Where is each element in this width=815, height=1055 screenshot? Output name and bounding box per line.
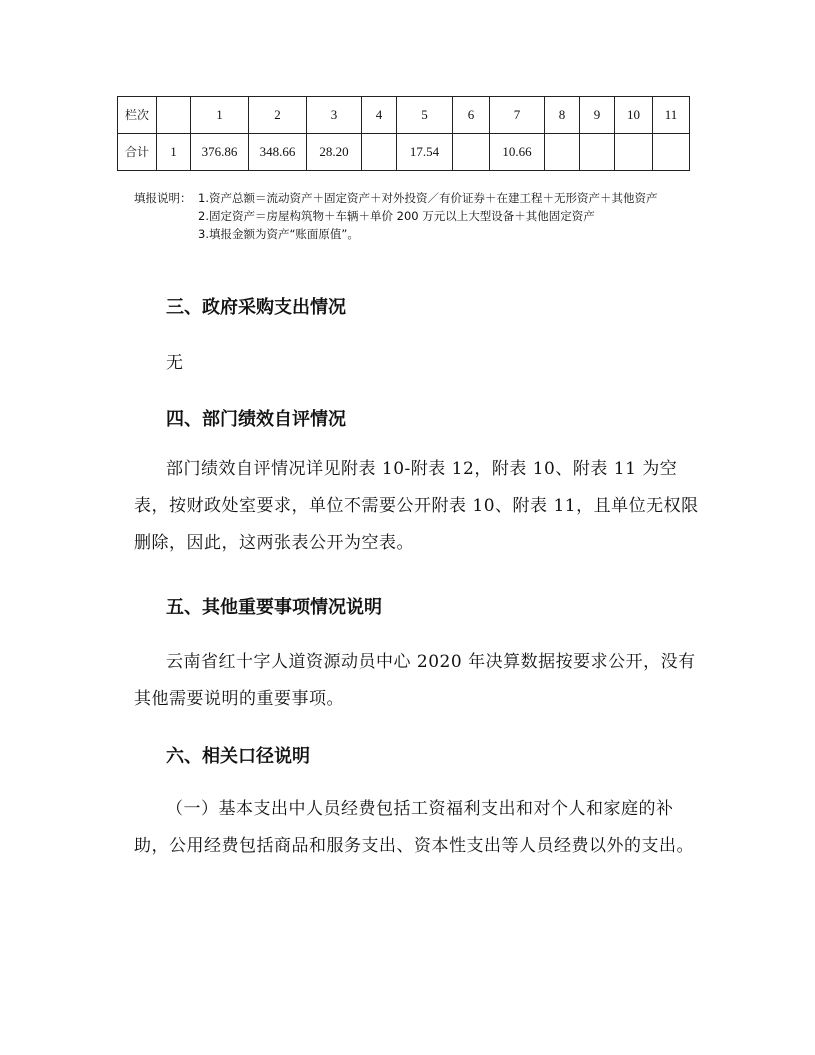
table-cell: 3 [307, 97, 362, 134]
section-4-heading: 四、部门绩效自评情况 [166, 409, 346, 430]
table-cell: 6 [453, 97, 490, 134]
paragraph: 无 [166, 353, 184, 373]
table-cell: 2 [249, 97, 307, 134]
table-cell: 9 [580, 97, 615, 134]
fill-in-notes [134, 189, 688, 243]
table-header-row [118, 97, 690, 134]
section-3-body [166, 345, 732, 382]
table-cell: 10.66 [490, 134, 545, 171]
section-6-heading: 六、相关口径说明 [166, 746, 310, 767]
table-cell: 28.20 [307, 134, 362, 171]
notes-label: 填报说明： [134, 191, 192, 205]
table-cell: 7 [490, 97, 545, 134]
note-item: 2.固定资产＝房屋构筑物＋车辆＋单价 200 万元以上大型设备＋其他固定资产 [198, 209, 595, 223]
table-cell [580, 134, 615, 171]
table-cell: 4 [362, 97, 397, 134]
table-cell: 1 [157, 134, 191, 171]
table-cell: 8 [545, 97, 580, 134]
notes-items [198, 189, 688, 243]
table-cell: 10 [615, 97, 653, 134]
section-5-body [134, 644, 700, 718]
table-cell [362, 134, 397, 171]
table-cell [157, 97, 191, 134]
row-label: 栏次 [118, 97, 157, 134]
table-cell: 348.66 [249, 134, 307, 171]
section-6-body [134, 791, 700, 865]
table-cell: 5 [397, 97, 453, 134]
table-cell: 11 [653, 97, 690, 134]
paragraph: （一）基本支出中人员经费包括工资福利支出和对个人和家庭的补助，公用经费包括商品和服务支出、资本性支出等人员经费以外的支出。 [134, 799, 694, 856]
table-cell [453, 134, 490, 171]
table-cell [653, 134, 690, 171]
table-total-row [118, 134, 690, 171]
table-cell [615, 134, 653, 171]
section-3-heading: 三、政府采购支出情况 [166, 297, 346, 318]
section-5-heading: 五、其他重要事项情况说明 [166, 597, 382, 618]
table-cell: 1 [191, 97, 249, 134]
asset-table [117, 96, 690, 171]
note-item: 3.填报金额为资产“账面原值”。 [198, 227, 359, 241]
table-cell [545, 134, 580, 171]
table-cell: 17.54 [397, 134, 453, 171]
note-item: 1.资产总额＝流动资产＋固定资产＋对外投资／有价证券＋在建工程＋无形资产＋其他资产 [198, 191, 658, 205]
table-cell: 376.86 [191, 134, 249, 171]
paragraph: 部门绩效自评情况详见附表 10-附表 12，附表 10、附表 11 为空表，按财政处室要求，单位不需要公开附表 10、附表 11，且单位无权限删除，因此，这两张表公开为空表。 [134, 459, 699, 553]
paragraph: 云南省红十字人道资源动员中心 2020 年决算数据按要求公开，没有其他需要说明的重要事项。 [134, 652, 696, 709]
section-4-body [134, 451, 700, 562]
row-label: 合计 [118, 134, 157, 171]
